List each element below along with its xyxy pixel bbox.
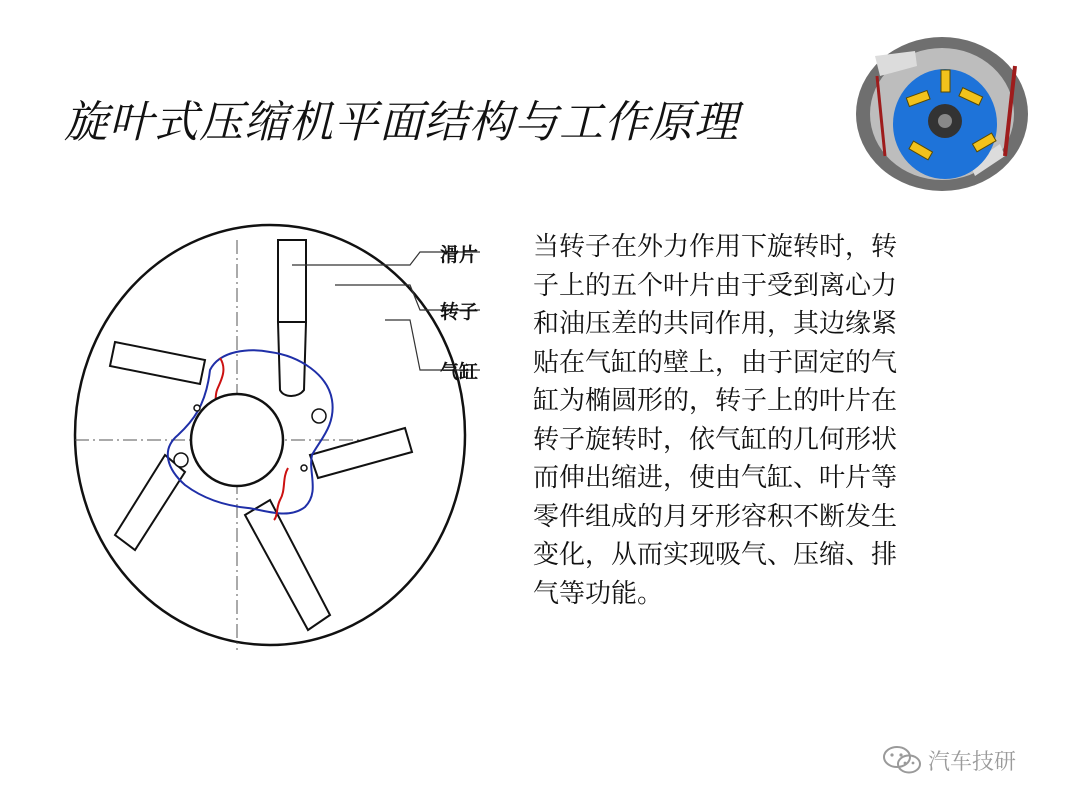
- vane-label: 滑片: [440, 244, 479, 266]
- compressor-photo-image: [855, 36, 1030, 191]
- cylinder-label: 气缸: [440, 361, 479, 383]
- slide-title: 旋叶式压缩机平面结构与工作原理: [64, 97, 739, 148]
- description-text: 当转子在外力作用下旋转时，转 子上的五个叶片由于受到离心力 和油压差的共同作用，其边缘紧 贴在气缸的壁上，由于固定的气 缸为椭圆形的，转子上的叶片在 转子旋转时，依气缸的几何形状 而伸出缩进，使由气缸、叶片等 零件组成的月牙形容积不断发生 变化，从而实现吸气、压缩、排 气等功能。: [533, 232, 898, 609]
- compressor-cross-section-diagram: [60, 210, 500, 670]
- wechat-icon: [882, 745, 922, 775]
- watermark: [882, 742, 1016, 778]
- watermark-text: 汽车技研: [928, 749, 1017, 775]
- rotor-label: 转子: [440, 301, 479, 323]
